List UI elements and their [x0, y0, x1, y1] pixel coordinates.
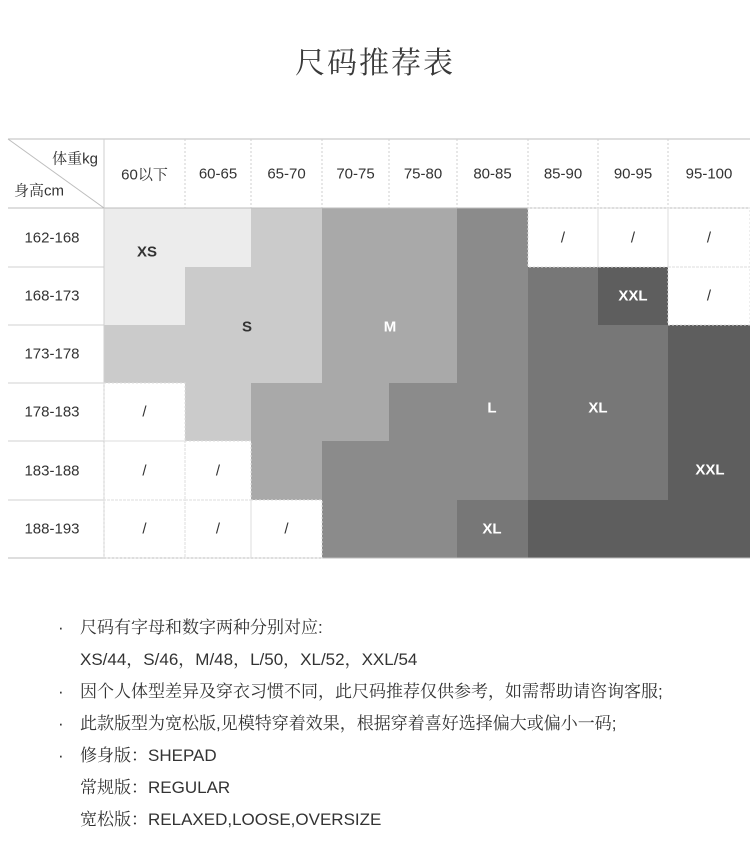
l-region	[457, 208, 528, 383]
l-region	[322, 500, 457, 558]
note-line: 常规版：REGULAR	[80, 778, 231, 797]
note-line: · 尺码有字母和数字两种分别对应:	[58, 612, 738, 644]
size-label-xxl: XXL	[695, 461, 725, 479]
page-title: 尺码推荐表	[295, 47, 455, 80]
not-available-mark: /	[142, 462, 147, 479]
note-line: 宽松版：RELAXED,LOOSE,OVERSIZE	[80, 810, 382, 829]
s-region	[104, 325, 322, 383]
s-region	[185, 383, 251, 441]
weight-axis-label: 体重kg	[52, 150, 98, 168]
height-axis-label: 身高cm	[14, 182, 64, 200]
xxl-region	[668, 325, 750, 558]
weight-header: 85-90	[543, 165, 583, 182]
height-row-label: 178-183	[24, 403, 80, 421]
not-available-mark: /	[142, 403, 147, 421]
not-available-mark: /	[630, 229, 636, 246]
height-row-label: 162-168	[24, 229, 80, 246]
note-line: · 因个人体型差异及穿衣习惯不同，此尺码推荐仅供参考，如需帮助请咨询客服;	[58, 676, 738, 708]
size-label-xl: XL	[588, 399, 608, 417]
weight-header: 80-85	[473, 165, 512, 182]
size-label-xs: XS	[136, 243, 158, 261]
not-available-mark: /	[560, 229, 566, 246]
note-line: · 修身版：SHEPAD	[58, 740, 738, 772]
size-regions	[104, 208, 750, 558]
weight-header: 65-70	[267, 165, 306, 182]
weight-header: 95-100	[685, 165, 733, 182]
height-row-label: 173-178	[24, 345, 80, 363]
xl-region	[598, 325, 668, 500]
size-label-xxl-small: XXL	[618, 287, 648, 305]
not-available-mark: /	[706, 287, 712, 305]
xs-region	[104, 208, 251, 267]
not-available-mark: /	[142, 520, 147, 538]
s-region	[185, 267, 322, 325]
height-row-label: 183-188	[24, 462, 80, 479]
size-label-l: L	[487, 399, 497, 417]
bullet-icon: ·	[58, 618, 64, 637]
not-available-mark: /	[215, 462, 221, 479]
size-label-s: S	[241, 318, 253, 336]
l-region	[322, 441, 528, 500]
xs-region	[104, 267, 185, 325]
note-line: XS/44，S/46，M/48，L/50，XL/52，XXL/54	[80, 650, 418, 669]
note-line: · 此款版型为宽松版,见模特穿着效果，根据穿着喜好选择偏大或偏小一码;	[58, 708, 738, 740]
m-region	[251, 383, 389, 441]
height-row-label: 188-193	[24, 520, 80, 538]
m-region	[322, 208, 457, 325]
weight-header: 60以下	[121, 166, 168, 183]
weight-header: 75-80	[403, 165, 443, 182]
weight-header: 70-75	[336, 165, 375, 182]
not-available-mark: /	[706, 229, 712, 246]
l-region	[389, 383, 528, 441]
s-region	[251, 208, 322, 267]
size-label-m: M	[383, 318, 397, 336]
bullet-icon: ·	[58, 746, 64, 765]
not-available-mark: /	[215, 520, 221, 538]
weight-header: 90-95	[613, 165, 653, 182]
bullet-icon: ·	[58, 682, 64, 701]
bullet-icon: ·	[58, 714, 64, 733]
xl-region	[528, 267, 598, 500]
size-notes	[58, 612, 738, 836]
weight-header: 60-65	[198, 165, 238, 182]
m-region	[251, 441, 322, 500]
size-label-xl-bottom: XL	[482, 520, 502, 538]
xxl-region	[528, 500, 668, 558]
not-available-mark: /	[284, 520, 289, 538]
height-row-label: 168-173	[24, 287, 80, 305]
